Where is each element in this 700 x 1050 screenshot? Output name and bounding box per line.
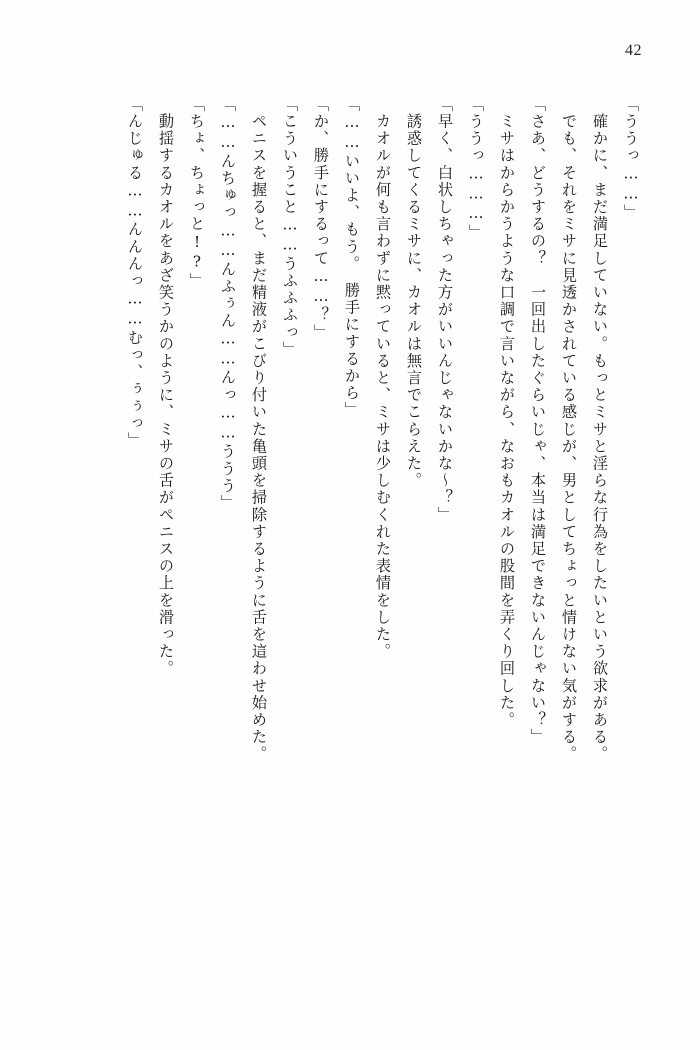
text-line: 「さあ、どうするの？ 一回出したぐらいじゃ、本当は満足できないんじゃない？」: [529, 96, 547, 746]
text-line: ペニスを握ると、まだ精液がこびり付いた亀頭を掃除するように舌を這わせ始めた。: [250, 96, 268, 763]
text-line: 「……いいよ、もう。 勝手にするから」: [343, 96, 361, 419]
text-line: カオルが何も言わずに黙っていると、ミサは少しむくれた表情をした。: [374, 96, 392, 661]
text-line: ミサはからかうような口調で言いながら、なおもカオルの股間を弄くり回した。: [498, 96, 516, 729]
text-line: 「ううっ……」: [622, 96, 640, 222]
text-line: 確かに、まだ満足していない。もっとミサと淫らな行為をしたいという欲求がある。: [591, 96, 609, 763]
text-line: 誘惑してくるミサに、カオルは無言でこらえた。: [405, 96, 423, 490]
text-line: 「か、勝手にするって……？」: [312, 96, 330, 341]
page-number: 42: [625, 42, 642, 59]
vertical-text-block: [78, 96, 638, 976]
text-line: 動揺するカオルをあざ笑うかのように、ミサの舌がペニスの上を滑った。: [157, 96, 175, 678]
text-line: 「こういうこと……うふふふっ」: [281, 96, 299, 359]
text-line: 「……んちゅっ……んふぅん……んっ……ううう」: [219, 96, 237, 512]
text-line: 「ちょ、ちょっと!?」: [188, 96, 206, 290]
text-line: 「早く、白状しちゃった方がいいんじゃないかな～？」: [436, 96, 454, 524]
text-line: でも、それをミサに見透かされている感じが、男としてちょっと情けない気がする。: [560, 96, 578, 763]
text-line: 「んじゅる……んんんっ……むっ、ぅぅっ」: [126, 96, 144, 450]
text-line: 「ううっ………」: [467, 96, 485, 242]
